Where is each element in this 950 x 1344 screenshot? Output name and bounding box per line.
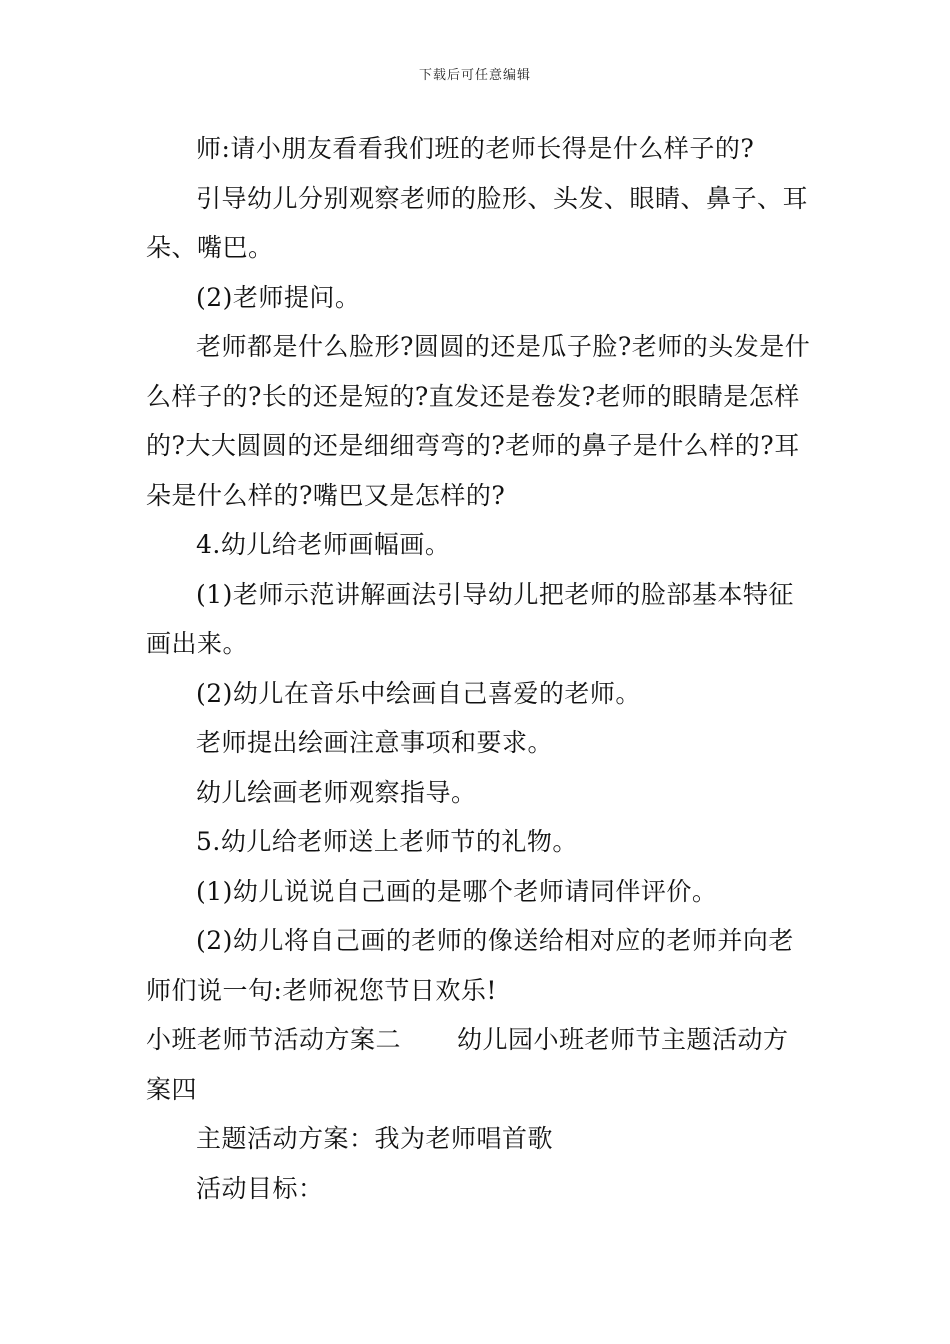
section-heading [146, 1015, 814, 1114]
paragraph: 5.幼儿给老师送上老师节的礼物。 [196, 827, 578, 856]
paragraph: 幼儿绘画老师观察指导。 [196, 777, 477, 807]
section-heading-part2: 幼儿园小班老师节主题活动方案四 [146, 1025, 789, 1104]
page-header-note: 下载后可任意编辑 [418, 68, 531, 83]
paragraph: (2)幼儿将自己画的老师的像送给相对应的老师并向老师们说一句:老师祝您节日欢乐! [146, 926, 794, 1005]
paragraph: 师:请小朋友看看我们班的老师长得是什么样子的? [196, 134, 755, 163]
paragraph: (1)老师示范讲解画法引导幼儿把老师的脸部基本特征画出来。 [146, 579, 794, 658]
paragraph: 4.幼儿给老师画幅画。 [196, 530, 451, 559]
paragraph: 引导幼儿分别观察老师的脸形、头发、眼睛、鼻子、耳朵、嘴巴。 [146, 183, 809, 262]
paragraph: (2)老师提问。 [196, 282, 361, 312]
paragraph: 老师都是什么脸形?圆圆的还是瓜子脸?老师的头发是什么样子的?长的还是短的?直发还是卷发?老师的眼睛是怎样的?大大圆圆的还是细细弯弯的?老师的鼻子是什么样的?耳朵是什么样的?嘴巴又是怎样的? [146, 332, 811, 510]
section-heading-part1: 小班老师节活动方案二 [146, 1025, 402, 1054]
paragraph: (2)幼儿在音乐中绘画自己喜爱的老师。 [196, 678, 641, 708]
paragraph: 主题活动方案：我为老师唱首歌 [196, 1124, 554, 1153]
document-body [146, 124, 814, 1213]
paragraph: 老师提出绘画注意事项和要求。 [196, 728, 554, 757]
paragraph: 活动目标： [196, 1173, 324, 1203]
paragraph: (1)幼儿说说自己画的是哪个老师请同伴评价。 [196, 876, 718, 906]
